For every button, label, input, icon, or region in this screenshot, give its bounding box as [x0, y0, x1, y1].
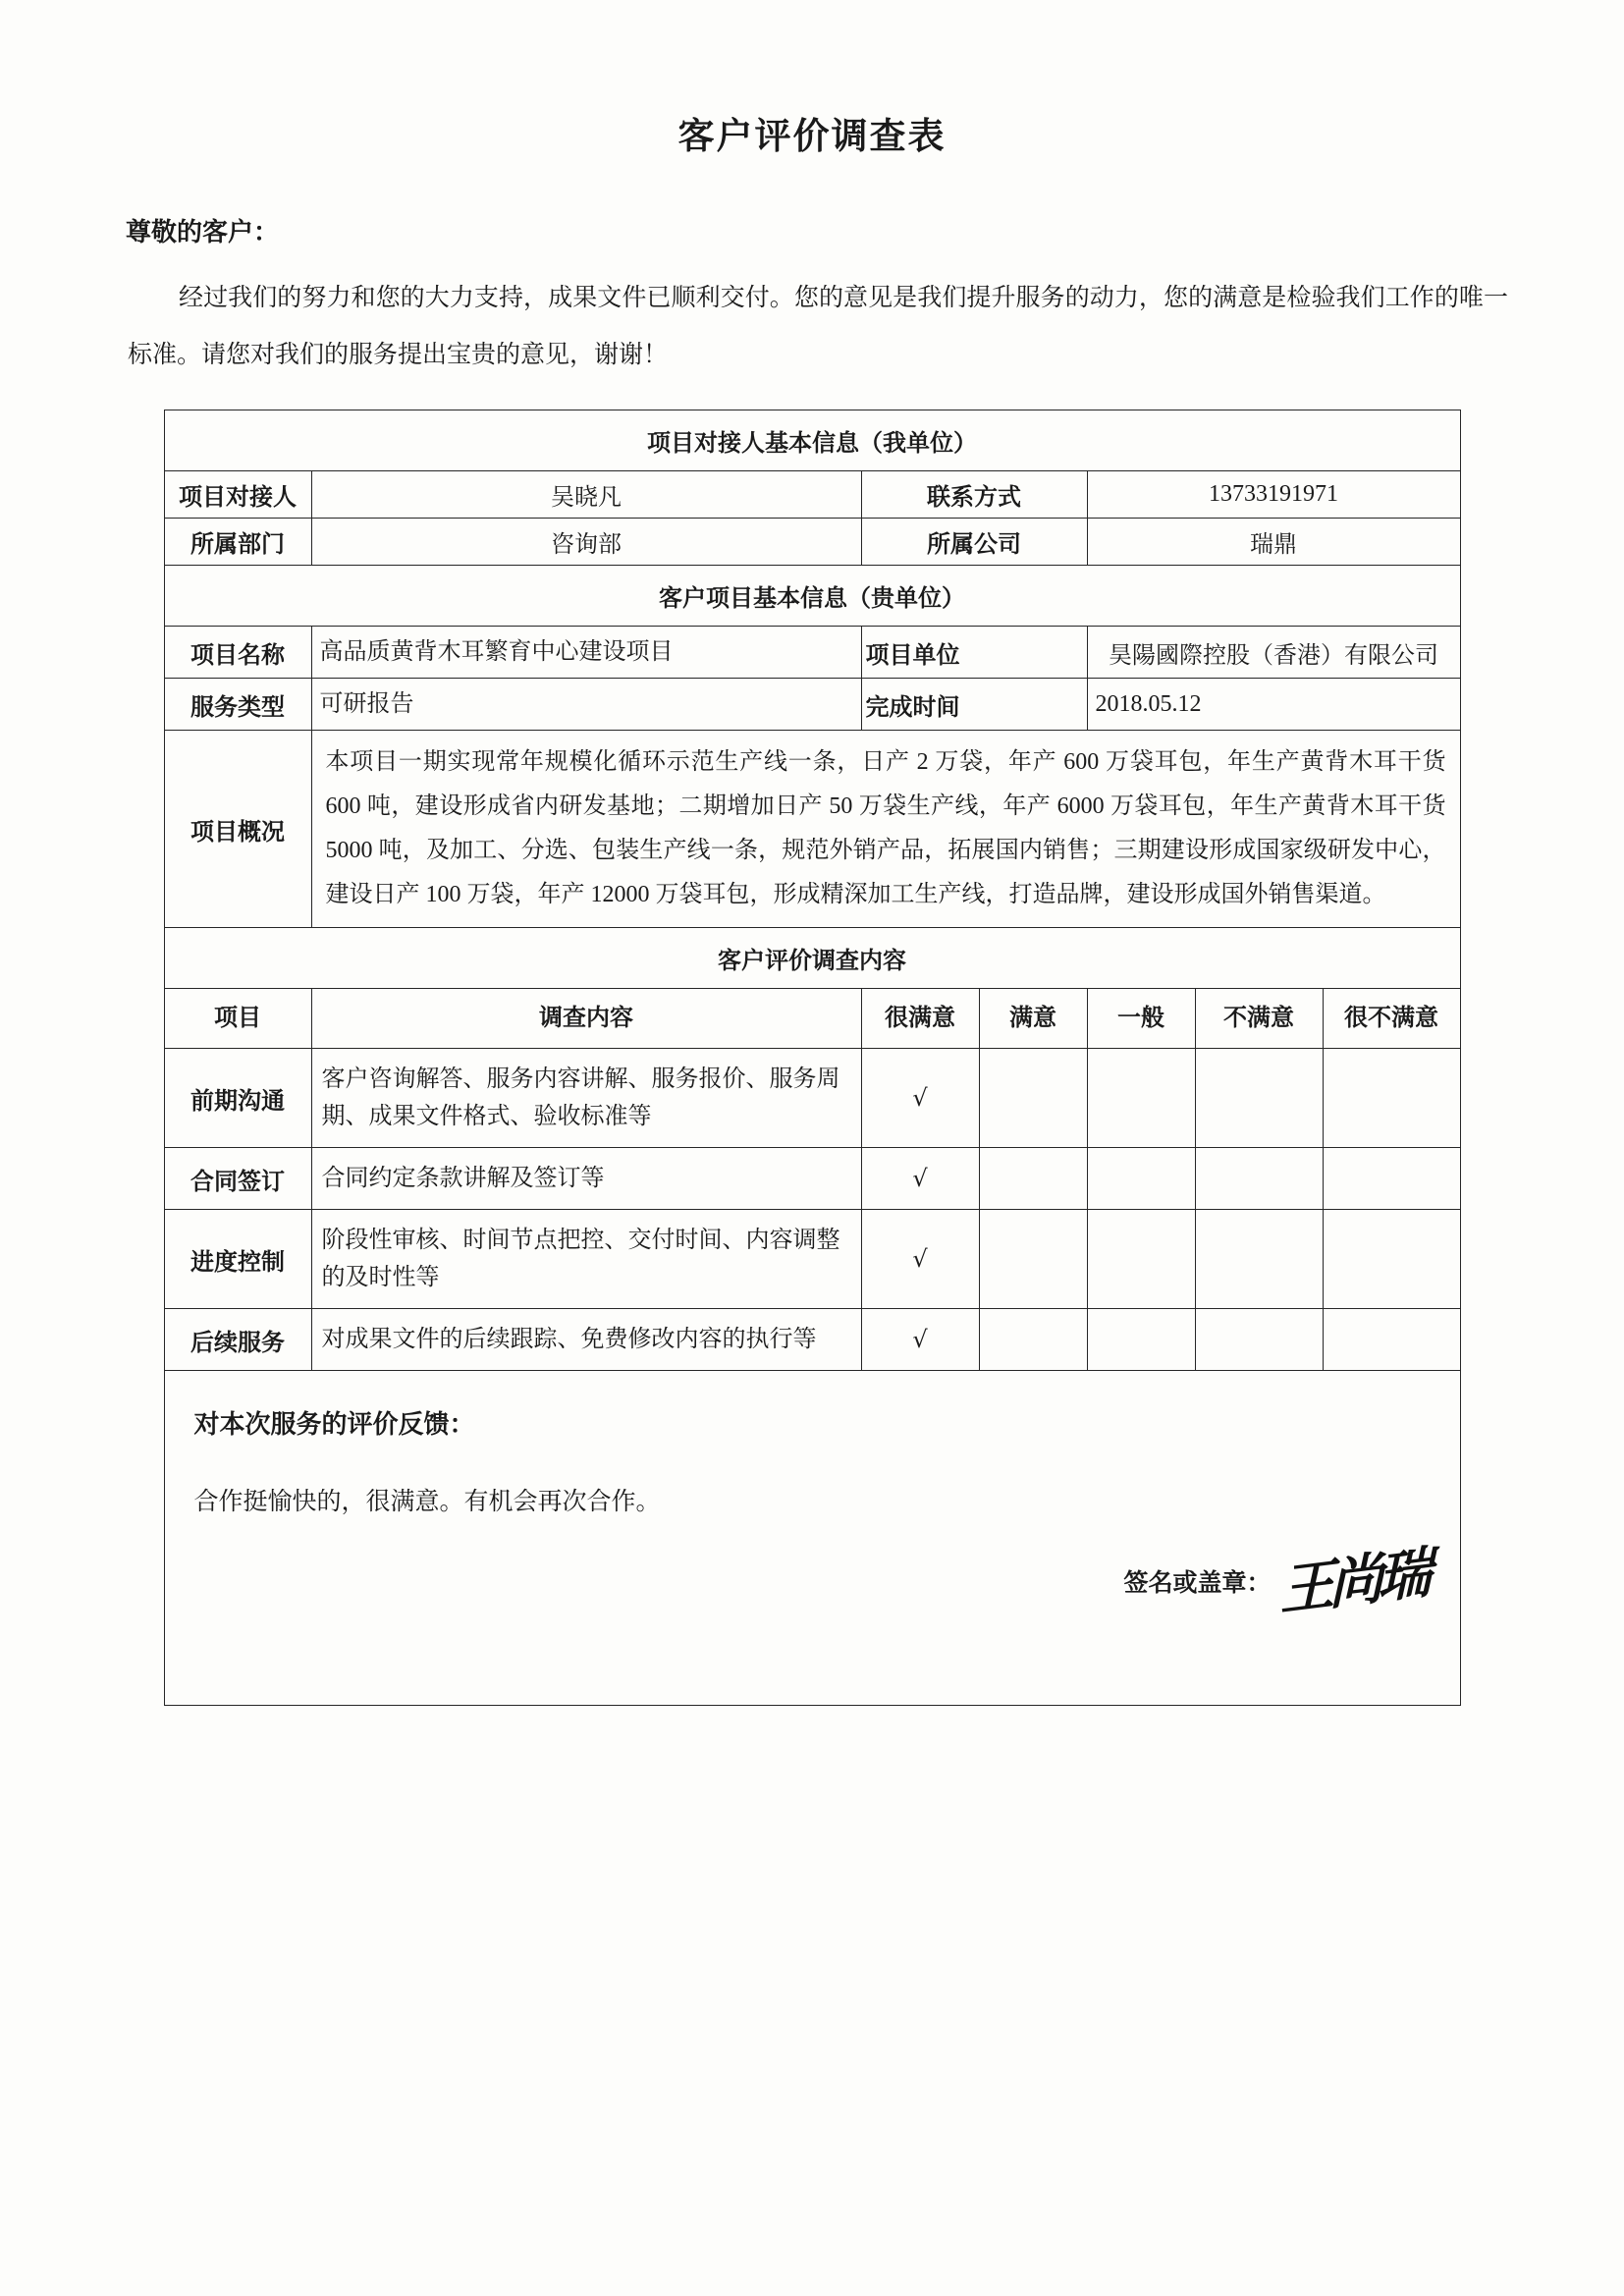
rating-cell-very-satisfied-3[interactable]: √ [861, 1309, 979, 1371]
contact-section-header: 项目对接人基本信息（我单位） [164, 410, 1460, 471]
survey-item-desc-3: 对成果文件的后续跟踪、免费修改内容的执行等 [311, 1309, 861, 1371]
survey-section-header: 客户评价调查内容 [164, 928, 1460, 989]
survey-item-label-0: 前期沟通 [164, 1049, 311, 1148]
contact-phone-label: 联系方式 [861, 471, 1087, 519]
feedback-container [165, 1371, 1460, 1705]
survey-item-desc-0: 客户咨询解答、服务内容讲解、服务报价、服务周期、成果文件格式、验收标准等 [311, 1049, 861, 1148]
greeting-text: 尊敬的客户： [126, 218, 280, 246]
rating-cell-average-0[interactable] [1087, 1049, 1195, 1148]
rating-cell-satisfied-2[interactable] [979, 1210, 1087, 1309]
table-row [164, 566, 1460, 627]
table-row [164, 1148, 1460, 1210]
signature-handwriting: 王尚瑞 [1278, 1540, 1427, 1624]
intro-paragraph: 经过我们的努力和您的大力支持，成果文件已顺利交付。您的意见是我们提升服务的动力，您的满意是检验我们工作的唯一标准。请您对我们的服务提出宝贵的意见，谢谢！ [128, 285, 1508, 368]
rating-cell-unsatisfied-3[interactable] [1195, 1309, 1323, 1371]
signature-row [1123, 1540, 1439, 1624]
project-unit-label: 项目单位 [861, 627, 1087, 679]
column-header-very-satisfied: 很满意 [861, 989, 979, 1049]
column-header-item: 项目 [164, 989, 311, 1049]
rating-cell-unsatisfied-2[interactable] [1195, 1210, 1323, 1309]
rating-cell-average-1[interactable] [1087, 1148, 1195, 1210]
table-row [164, 1309, 1460, 1371]
rating-cell-very-unsatisfied-0[interactable] [1323, 1049, 1460, 1148]
survey-item-label-3: 后续服务 [164, 1309, 311, 1371]
table-row [164, 519, 1460, 566]
project-name-value: 高品质黄背木耳繁育中心建设项目 [311, 627, 861, 679]
feedback-cell [164, 1371, 1460, 1706]
rating-cell-very-unsatisfied-2[interactable] [1323, 1210, 1460, 1309]
rating-cell-very-satisfied-1[interactable]: √ [861, 1148, 979, 1210]
service-type-label: 服务类型 [164, 679, 311, 731]
page-title: 客户评价调查表 [677, 117, 947, 157]
rating-cell-very-unsatisfied-1[interactable] [1323, 1148, 1460, 1210]
table-row [164, 731, 1460, 928]
signature-label: 签名或盖章： [1123, 1570, 1272, 1597]
feedback-text: 合作挺愉快的，很满意。有机会再次合作。 [193, 1489, 661, 1515]
survey-form-table [164, 410, 1461, 1706]
rating-cell-very-satisfied-2[interactable]: √ [861, 1210, 979, 1309]
project-overview-label: 项目概况 [164, 731, 311, 928]
company-value: 瑞鼎 [1087, 519, 1460, 566]
rating-cell-satisfied-0[interactable] [979, 1049, 1087, 1148]
project-section-header: 客户项目基本信息（贵单位） [164, 566, 1460, 627]
project-overview-value: 本项目一期实现常年规模化循环示范生产线一条，日产 2 万袋，年产 600 万袋耳包，年生产黄背木耳干货 600 吨，建设形成省内研发基地；二期增加日产 50 万袋生产线，年产 6000 万袋耳包，年生产黄背木耳干货 5000 吨，及加工、分选、包装生产线一条，规范外销产品，拓展国内销售；三期建设形成国家级研发中心，建设日产 100 万袋，年产 12000 万袋耳包，形成精深加工生产线，打造品牌，建设形成国外销售渠道。 [311, 731, 1460, 928]
company-label: 所属公司 [861, 519, 1087, 566]
rating-cell-very-unsatisfied-3[interactable] [1323, 1309, 1460, 1371]
table-row [164, 410, 1460, 471]
project-unit-value: 昊陽國際控股（香港）有限公司 [1087, 627, 1460, 679]
project-name-label: 项目名称 [164, 627, 311, 679]
table-header-row [164, 989, 1460, 1049]
finish-time-value: 2018.05.12 [1087, 679, 1460, 731]
survey-item-label-2: 进度控制 [164, 1210, 311, 1309]
rating-cell-satisfied-3[interactable] [979, 1309, 1087, 1371]
rating-cell-average-2[interactable] [1087, 1210, 1195, 1309]
rating-cell-average-3[interactable] [1087, 1309, 1195, 1371]
table-row [164, 679, 1460, 731]
rating-cell-unsatisfied-1[interactable] [1195, 1148, 1323, 1210]
contact-person-value: 吴晓凡 [311, 471, 861, 519]
table-row [164, 471, 1460, 519]
department-value: 咨询部 [311, 519, 861, 566]
survey-item-label-1: 合同签订 [164, 1148, 311, 1210]
feedback-title: 对本次服务的评价反馈： [193, 1410, 475, 1439]
column-header-satisfied: 满意 [979, 989, 1087, 1049]
contact-person-label: 项目对接人 [164, 471, 311, 519]
rating-cell-satisfied-1[interactable] [979, 1148, 1087, 1210]
service-type-value: 可研报告 [311, 679, 861, 731]
finish-time-label: 完成时间 [861, 679, 1087, 731]
table-row [164, 1210, 1460, 1309]
column-header-very-unsatisfied: 很不满意 [1323, 989, 1460, 1049]
rating-cell-unsatisfied-0[interactable] [1195, 1049, 1323, 1148]
column-header-unsatisfied: 不满意 [1195, 989, 1323, 1049]
table-row [164, 627, 1460, 679]
survey-item-desc-1: 合同约定条款讲解及签订等 [311, 1148, 861, 1210]
table-row [164, 928, 1460, 989]
contact-phone-value: 13733191971 [1087, 471, 1460, 519]
table-row [164, 1371, 1460, 1706]
column-header-content: 调查内容 [311, 989, 861, 1049]
survey-item-desc-2: 阶段性审核、时间节点把控、交付时间、内容调整的及时性等 [311, 1210, 861, 1309]
department-label: 所属部门 [164, 519, 311, 566]
table-row [164, 1049, 1460, 1148]
rating-cell-very-satisfied-0[interactable]: √ [861, 1049, 979, 1148]
column-header-average: 一般 [1087, 989, 1195, 1049]
